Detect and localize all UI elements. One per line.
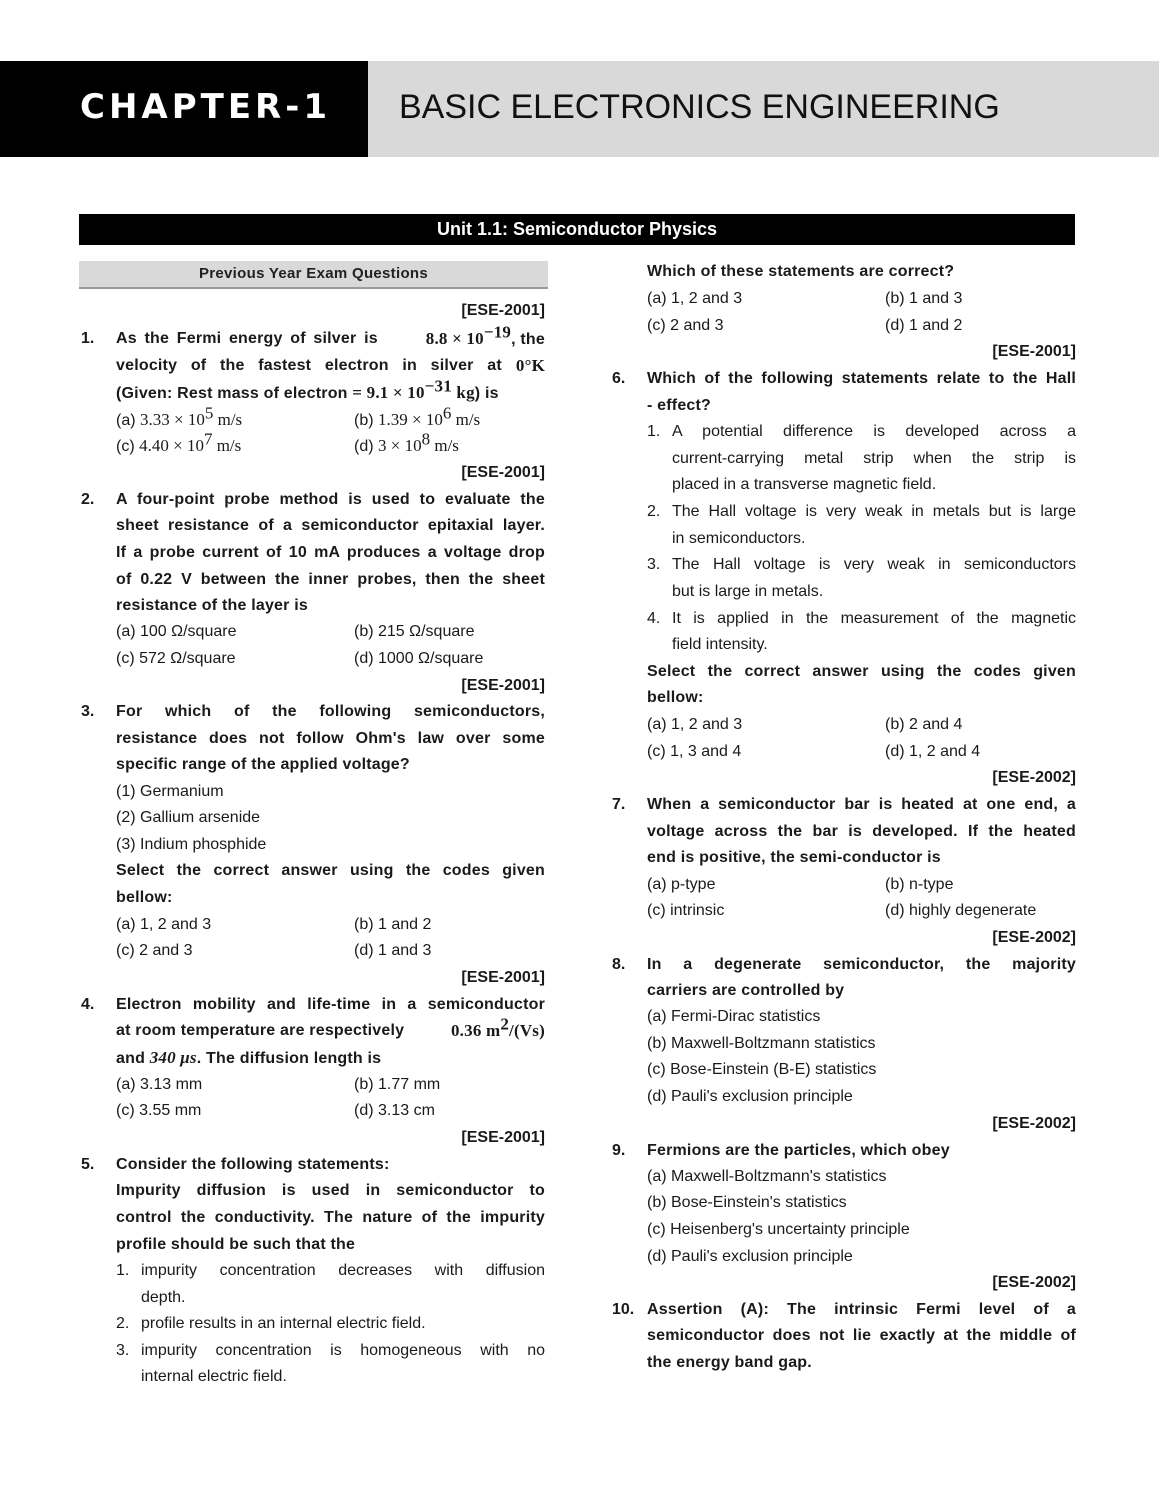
chapter-label-box <box>0 61 368 157</box>
text-fragment: at room temperature are respectively <box>116 1022 405 1039</box>
unit-title: Unit 1.1: Semiconductor Physics <box>79 214 1075 245</box>
option-a[interactable]: (a) 3.13 mm <box>116 1076 203 1093</box>
option-c[interactable]: (c) 3.55 mm <box>116 1102 202 1119</box>
question-text: resistance of the layer is <box>116 597 308 614</box>
math-expression: 3 × 10 <box>378 436 422 455</box>
statement-text: internal electric field. <box>141 1368 287 1385</box>
option-label: (d) <box>354 438 378 455</box>
option-label: (c) <box>116 438 140 455</box>
statement-number: 1. <box>647 423 661 440</box>
option-a[interactable]: (a) p-type <box>647 876 716 893</box>
question-text: Impurity diffusion is used in semiconductor to <box>116 1182 545 1199</box>
math-unit: m/s <box>451 410 481 429</box>
statement-text: placed in a transverse magnetic field. <box>672 476 937 493</box>
math-unit: m/s <box>212 436 242 455</box>
option-a[interactable]: (a) 1, 2 and 3 <box>647 290 743 307</box>
option-d[interactable]: (d) highly degenerate <box>885 902 1037 919</box>
option-label: (a) <box>116 412 140 429</box>
question-text: If a probe current of 10 mA produces a voltage drop <box>116 544 545 561</box>
text-fragment: ) is <box>474 385 499 402</box>
question-text: For which of the following semiconductors, <box>116 703 545 720</box>
option-b[interactable] <box>354 403 481 431</box>
math-unit: m/s <box>213 410 243 429</box>
option-b[interactable]: (b) 1 and 2 <box>354 916 432 933</box>
question-text: voltage across the bar is developed. If the heated <box>647 823 1076 840</box>
question-text: Which of the following statements relate to the Hall <box>647 370 1076 387</box>
exam-tag: [ESE-2002] <box>992 1274 1076 1291</box>
math-unit: /(Vs) <box>509 1021 545 1040</box>
option-a[interactable]: (a) 1, 2 and 3 <box>647 716 743 733</box>
math-exponent: 2 <box>500 1014 510 1034</box>
question-text: - effect? <box>647 397 712 414</box>
option-c[interactable]: (c) 2 and 3 <box>647 317 724 334</box>
chapter-header <box>0 61 1159 157</box>
option-c[interactable]: (c) Heisenberg's uncertainty principle <box>647 1221 910 1238</box>
question-number: 8. <box>612 956 626 973</box>
option-d[interactable]: (d) 1 and 3 <box>354 942 432 959</box>
list-item: (1) Germanium <box>116 783 224 800</box>
option-c[interactable]: (c) 1, 3 and 4 <box>647 743 742 760</box>
question-text: Assertion (A): The intrinsic Fermi level of a <box>647 1301 1076 1318</box>
question-text: resistance does not follow Ohm's law over some <box>116 730 545 747</box>
math-exponent: 6 <box>442 403 452 423</box>
math-expression: 0.36 m <box>450 1021 501 1040</box>
option-b[interactable]: (b) Bose-Einstein's statistics <box>647 1194 847 1211</box>
statement-text: The Hall voltage is very weak in semiconductors <box>672 556 1076 573</box>
statement-text: depth. <box>141 1289 186 1306</box>
statement-text: but is large in metals. <box>672 583 824 600</box>
question-text: In a degenerate semiconductor, the majority <box>647 956 1076 973</box>
option-b[interactable]: (b) 1.77 mm <box>354 1076 441 1093</box>
exam-tag: [ESE-2001] <box>992 343 1076 360</box>
statement-text: impurity concentration decreases with diffusion <box>141 1262 545 1279</box>
math-exponent: 5 <box>204 403 214 423</box>
question-text: Which of these statements are correct? <box>647 263 955 280</box>
statement-text: profile results in an internal electric field. <box>141 1315 426 1332</box>
exam-tag: [ESE-2002] <box>992 929 1076 946</box>
text-fragment: and <box>116 1050 150 1067</box>
option-d[interactable]: (d) 1 and 2 <box>885 317 963 334</box>
option-d[interactable] <box>354 429 459 457</box>
question-text: the energy band gap. <box>647 1354 812 1371</box>
statement-number: 4. <box>647 610 661 627</box>
text-fragment: As the Fermi energy of silver is <box>116 330 378 347</box>
math-expression: 4.40 × 10 <box>139 436 204 455</box>
instruction-text: bellow: <box>647 689 704 706</box>
option-a[interactable] <box>116 403 243 431</box>
question-number: 3. <box>81 703 95 720</box>
question-text: control the conductivity. The nature of the impurity <box>116 1209 545 1226</box>
math-exponent: 7 <box>203 429 213 449</box>
statement-text: A potential difference is developed across a <box>672 423 1076 440</box>
math-unit: kg <box>451 383 475 402</box>
math-fragment <box>450 1014 545 1042</box>
question-number: 2. <box>81 491 95 508</box>
statement-text: The Hall voltage is very weak in metals but is large <box>672 503 1076 520</box>
math-exponent: −19 <box>483 322 512 342</box>
question-number: 4. <box>81 996 95 1013</box>
math-expression: 0°K <box>515 356 545 375</box>
option-c[interactable]: (c) 2 and 3 <box>116 942 193 959</box>
text-fragment: , the <box>511 331 545 348</box>
statement-number: 1. <box>116 1262 130 1279</box>
option-d[interactable]: (d) Pauli's exclusion principle <box>647 1248 853 1265</box>
question-text <box>116 376 499 404</box>
exam-tag: [ESE-2001] <box>461 677 545 694</box>
math-expression: 8.8 × 10 <box>425 329 484 348</box>
option-d[interactable]: (d) 1000 Ω/square <box>354 650 484 667</box>
option-c[interactable]: (c) Bose-Einstein (B-E) statistics <box>647 1061 877 1078</box>
statement-text: in semiconductors. <box>672 530 806 547</box>
option-a[interactable]: (a) Fermi-Dirac statistics <box>647 1008 821 1025</box>
math-expression: 340 μs <box>149 1048 197 1067</box>
exam-tag: [ESE-2001] <box>461 1129 545 1146</box>
exam-tag: [ESE-2002] <box>992 769 1076 786</box>
question-text <box>116 356 545 376</box>
option-a[interactable]: (a) 100 Ω/square <box>116 623 237 640</box>
question-number: 1. <box>81 330 95 347</box>
option-a[interactable]: (a) Maxwell-Boltzmann's statistics <box>647 1168 887 1185</box>
statement-text: It is applied in the measurement of the magnetic <box>672 610 1076 627</box>
option-c[interactable] <box>116 429 242 457</box>
instruction-text: Select the correct answer using the codes given <box>116 862 545 879</box>
list-item: (3) Indium phosphide <box>116 836 267 853</box>
question-number: 10. <box>612 1301 635 1318</box>
math-exponent: −31 <box>424 376 452 396</box>
exam-tag: [ESE-2001] <box>461 969 545 986</box>
statement-number: 2. <box>647 503 661 520</box>
question-text: A four-point probe method is used to evaluate the <box>116 491 545 508</box>
question-text <box>116 1048 381 1069</box>
option-d[interactable]: (d) Pauli's exclusion principle <box>647 1088 853 1105</box>
math-expression: 3.33 × 10 <box>140 410 205 429</box>
statement-text: impurity concentration is homogeneous with no <box>141 1342 545 1359</box>
question-text: sheet resistance of a semiconductor epitaxial layer. <box>116 517 545 534</box>
statement-text: current-carrying metal strip when the strip is <box>672 450 1076 467</box>
question-number: 9. <box>612 1142 626 1159</box>
list-item: (2) Gallium arsenide <box>116 809 261 826</box>
chapter-label: CHAPTER-1 <box>80 87 332 127</box>
math-expression: 1.39 × 10 <box>378 410 443 429</box>
text-fragment: . The diffusion length is <box>196 1050 382 1067</box>
question-text: When a semiconductor bar is heated at one end, a <box>647 796 1076 813</box>
question-text: of 0.22 V between the inner probes, then the sheet <box>116 571 545 588</box>
chapter-title: BASIC ELECTRONICS ENGINEERING <box>399 88 1000 126</box>
question-text <box>116 1014 545 1042</box>
question-text: Electron mobility and life-time in a semiconductor <box>116 996 545 1013</box>
question-text: specific range of the applied voltage? <box>116 756 410 773</box>
question-number: 5. <box>81 1156 95 1173</box>
option-b[interactable]: (b) 1 and 3 <box>885 290 963 307</box>
instruction-text: bellow: <box>116 889 173 906</box>
text-fragment: velocity of the fastest electron in silver at <box>116 357 502 374</box>
exam-tag: [ESE-2001] <box>461 464 545 481</box>
instruction-text: Select the correct answer using the codes given <box>647 663 1076 680</box>
option-b[interactable]: (b) 2 and 4 <box>885 716 963 733</box>
question-text: semiconductor does not lie exactly at the middle of <box>647 1327 1076 1344</box>
exam-tag: [ESE-2002] <box>992 1115 1076 1132</box>
statement-number: 2. <box>116 1315 130 1332</box>
option-b[interactable]: (b) 215 Ω/square <box>354 623 475 640</box>
question-text: Fermions are the particles, which obey <box>647 1142 950 1159</box>
option-d[interactable]: (d) 3.13 cm <box>354 1102 435 1119</box>
statement-number: 3. <box>116 1342 130 1359</box>
math-fragment <box>425 322 545 350</box>
exam-tag: [ESE-2001] <box>461 302 545 319</box>
math-unit: m/s <box>430 436 459 455</box>
math-exponent: 8 <box>421 429 431 449</box>
question-text <box>116 322 545 350</box>
option-label: (b) <box>354 412 378 429</box>
question-text: Consider the following statements: <box>116 1156 390 1173</box>
question-text: carriers are controlled by <box>647 982 845 999</box>
option-b[interactable]: (b) n-type <box>885 876 954 893</box>
math-expression: = 9.1 × 10 <box>352 383 425 402</box>
statement-number: 3. <box>647 556 661 573</box>
option-b[interactable]: (b) Maxwell-Boltzmann statistics <box>647 1035 876 1052</box>
option-c[interactable]: (c) 572 Ω/square <box>116 650 236 667</box>
statement-text: field intensity. <box>672 636 768 653</box>
text-fragment: (Given: Rest mass of electron <box>116 385 353 402</box>
option-a[interactable]: (a) 1, 2 and 3 <box>116 916 212 933</box>
question-number: 7. <box>612 796 626 813</box>
option-c[interactable]: (c) intrinsic <box>647 902 725 919</box>
question-text: profile should be such that the <box>116 1236 356 1253</box>
option-d[interactable]: (d) 1, 2 and 4 <box>885 743 981 760</box>
question-text: end is positive, the semi-conductor is <box>647 849 941 866</box>
section-label: Previous Year Exam Questions <box>79 261 548 289</box>
question-number: 6. <box>612 370 626 387</box>
